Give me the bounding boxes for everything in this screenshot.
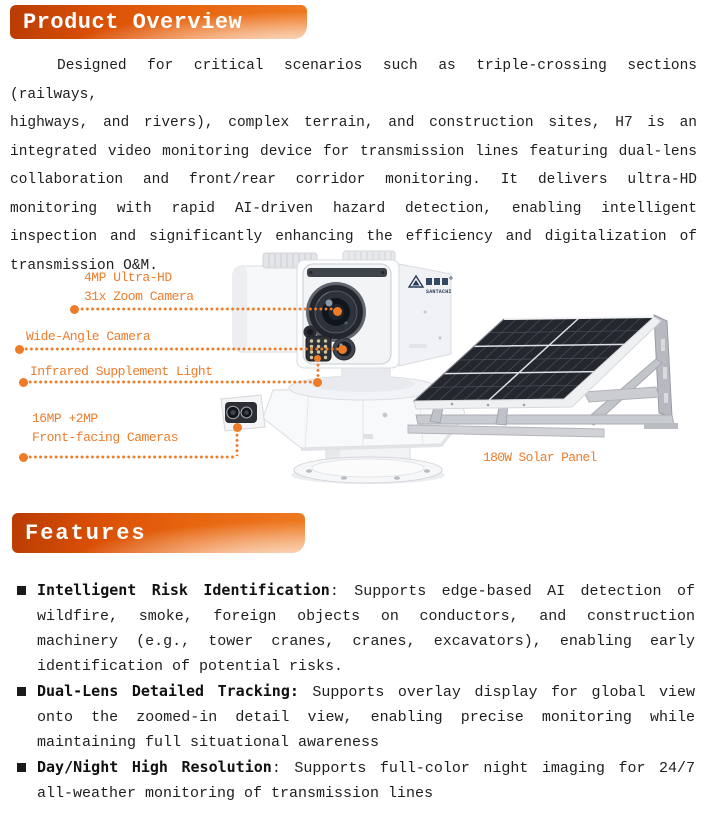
feature-item [10, 755, 695, 806]
paragraph-line: inspection and significantly enhancing the efficiency and digitalization of [10, 229, 697, 245]
brand-text: SANTACHI [426, 289, 452, 295]
bullet-square-icon [17, 586, 26, 595]
callout-text: Infrared Supplement Light [30, 364, 213, 379]
feature-description: Supports overlay display for global view onto the zoomed-in detail view, enabling precise monitoring while maintaining full situational awareness [37, 684, 695, 751]
bullet-square-icon [17, 763, 26, 772]
section-header-features [12, 513, 305, 553]
paragraph-line: collaboration and front/rear corridor monitoring. It delivers ultra-HD [10, 172, 697, 188]
section-header-product-overview [10, 5, 307, 39]
callout-text: 180W Solar Panel [483, 450, 597, 465]
features-list [10, 578, 695, 806]
callout-leader-dot [70, 305, 79, 314]
feature-title: Day/Night High Resolution [37, 758, 272, 776]
callout-leader-line [23, 455, 234, 459]
callout-text: 31x Zoom Camera [84, 289, 194, 304]
callout-leader-dot [19, 453, 28, 462]
callout-text: Wide-Angle Camera [26, 329, 151, 344]
callout-zoom-camera-label [84, 268, 194, 306]
feature-description: : Supports edge-based AI detection of wildfire, smoke, foreign objects on conductors, and construction machinery (e.g., tower cranes, cranes, excavators), enabling early identification of potential risks. [37, 583, 695, 675]
solar-panel-illustration [404, 297, 704, 462]
callout-text: 4MP Ultra-HD [84, 270, 172, 285]
callout-leader-dot [333, 307, 342, 316]
feature-description: : Supports full-color night imaging for 24/7 all-weather monitoring of transmission lines [37, 760, 695, 802]
callout-leader-dot [15, 345, 24, 354]
callout-leader-dot [313, 378, 322, 387]
callout-leader-dot [314, 355, 321, 362]
callout-leader-dot [233, 423, 242, 432]
callout-front-cameras-label [32, 409, 178, 447]
callout-leader-line [19, 347, 338, 351]
callout-leader-dot [338, 345, 347, 354]
feature-item [10, 578, 695, 679]
section-title: Product Overview [23, 9, 243, 35]
callout-text: Front-facing Cameras [32, 430, 179, 445]
section-title: Features [25, 520, 147, 546]
callout-leader-line [75, 307, 333, 311]
paragraph-line: highways, and rivers), complex terrain, and construction sites, H7 is an [10, 115, 697, 131]
callout-wide-angle-label [26, 327, 150, 346]
callout-text: 16MP +2MP [32, 411, 98, 426]
paragraph-line: Designed for critical scenarios such as triple-crossing sections (railways, [10, 58, 697, 103]
paragraph-line: integrated video monitoring device for transmission lines featuring dual-lens [10, 143, 697, 160]
overview-paragraph [10, 52, 697, 280]
callout-leader-dot [19, 378, 28, 387]
callout-solar-panel-label [483, 448, 597, 467]
feature-item [10, 679, 695, 755]
callout-infrared-label [30, 362, 213, 381]
paragraph-line: monitoring with rapid AI-driven hazard detection, enabling intelligent [10, 200, 697, 217]
feature-title: Dual-Lens Detailed Tracking: [37, 682, 299, 700]
callout-leader-line [235, 428, 239, 456]
feature-title: Intelligent Risk Identification [37, 581, 330, 599]
bullet-square-icon [17, 687, 26, 696]
paragraph-line: transmission O&M. [10, 257, 158, 274]
